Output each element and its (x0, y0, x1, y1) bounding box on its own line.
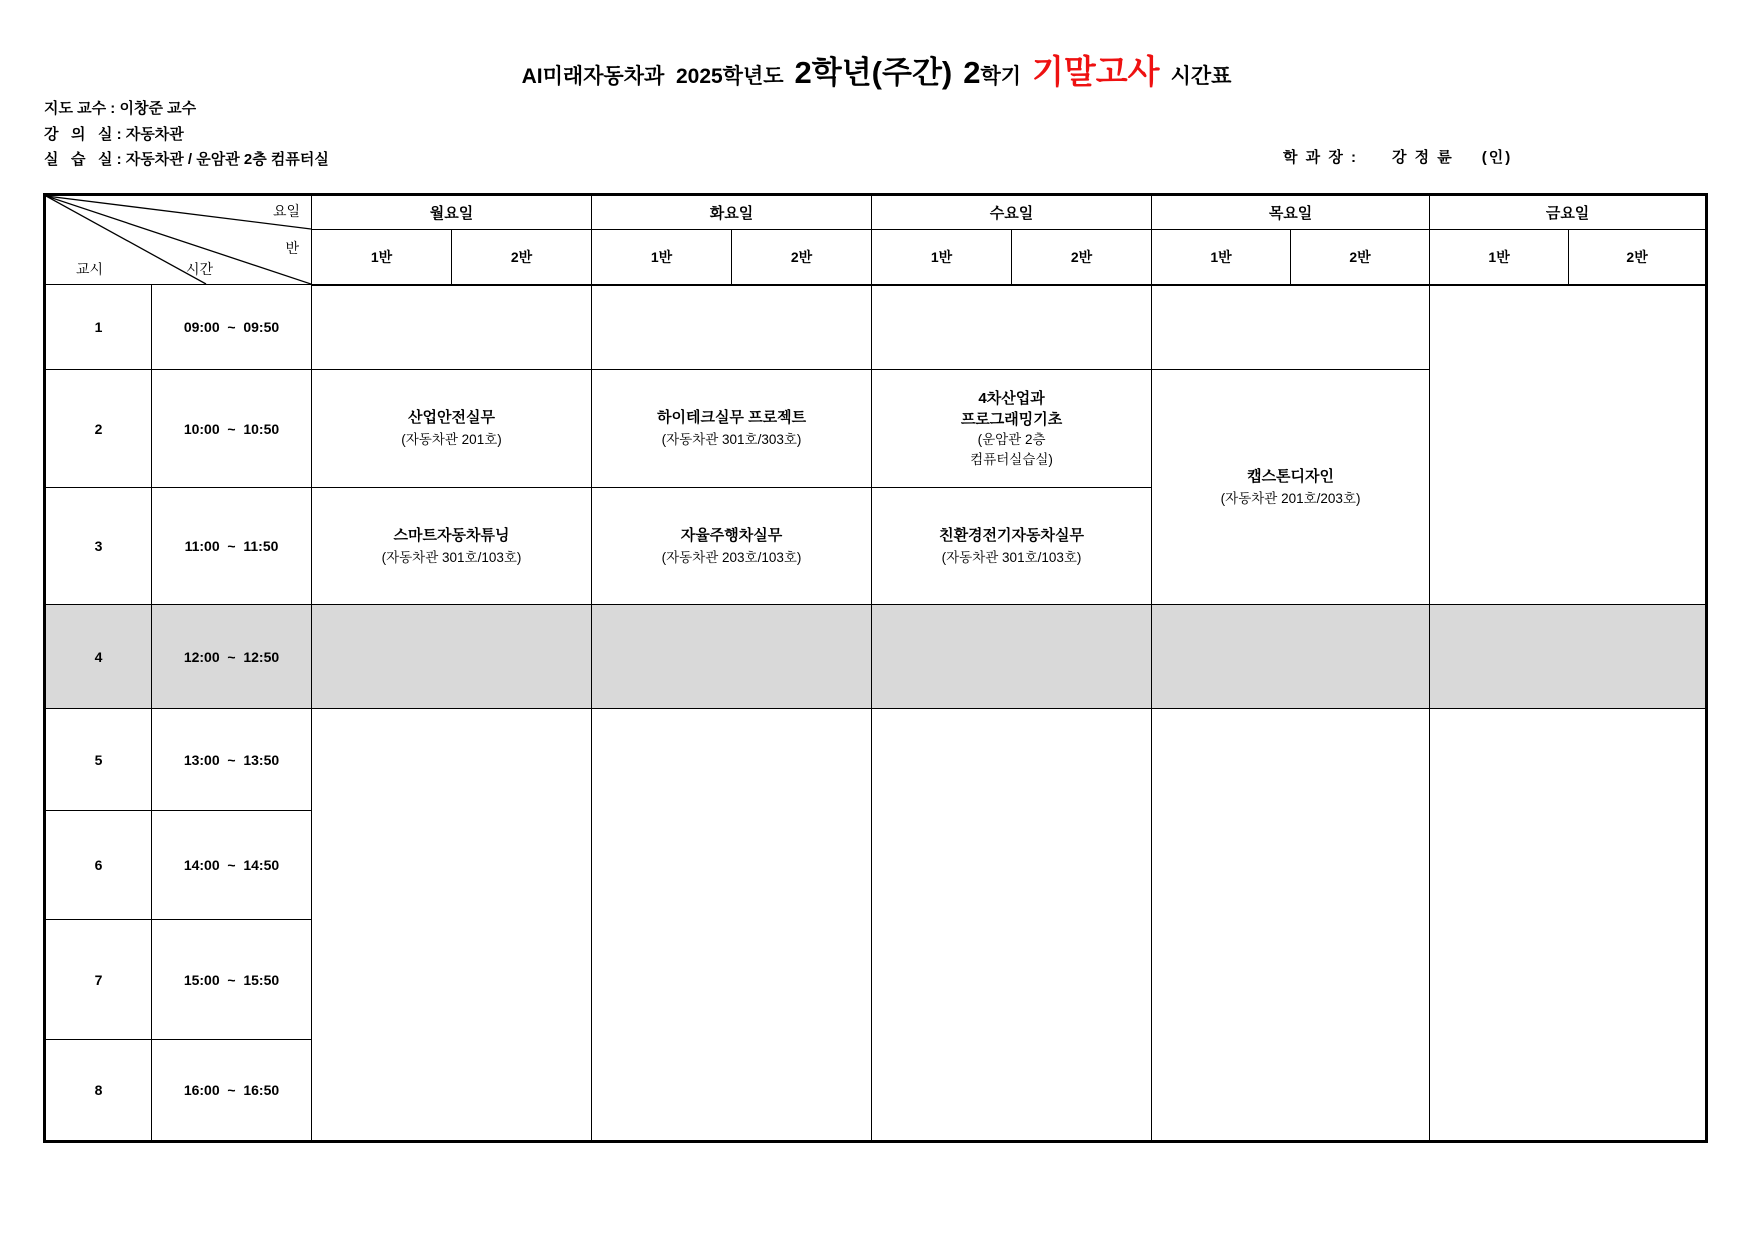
cell-mon-p4 (312, 605, 592, 709)
period-time-6: 14:00 ~ 14:50 (152, 811, 312, 920)
period-no-7: 7 (45, 920, 152, 1040)
course-room: (자동차관 203호/103호) (661, 549, 802, 565)
course-name: 스마트자동차튜닝 (393, 526, 510, 544)
course-name: 캡스톤디자인 (1247, 467, 1335, 485)
title-grade: 2학년(주간) (794, 55, 953, 90)
period-time-7: 15:00 ~ 15:50 (152, 920, 312, 1040)
period-no-1: 1 (45, 285, 152, 370)
course-room: (자동차관 201호/203호) (1220, 490, 1361, 506)
class-header-thu-1: 1반 (1152, 230, 1291, 285)
cell-wed-p3 (872, 488, 1152, 605)
class-header-wed-2: 2반 (1012, 230, 1152, 285)
course-room: (자동차관 301호/103호) (941, 549, 1082, 565)
period-no-5: 5 (45, 709, 152, 811)
course-name-line1: 4차산업과 (978, 389, 1045, 407)
corner-cell (45, 195, 312, 285)
title-exam-name: 기말고사 (1032, 53, 1160, 90)
corner-period-label: 교시 (76, 261, 104, 277)
cell-fri-p1-p3 (1430, 285, 1707, 605)
class-header-thu-2: 2반 (1291, 230, 1430, 285)
cell-thu-p2-p3 (1152, 370, 1430, 605)
class-header-wed-1: 1반 (872, 230, 1012, 285)
course-room-line2: 컴퓨터실습실) (970, 451, 1053, 467)
title-suffix: 시간표 (1170, 65, 1232, 88)
dept-head-name: 강 정 륜 (1391, 149, 1454, 166)
class-header-mon-1: 1반 (312, 230, 452, 285)
course-name: 자율주행차실무 (680, 526, 783, 544)
lecture-room-line: 강 의 실 : 자동차관 (44, 125, 184, 143)
cell-mon-p3 (312, 488, 592, 605)
class-header-tue-1: 1반 (592, 230, 732, 285)
cell-thu-p5-p8 (1152, 709, 1430, 1142)
class-header-mon-2: 2반 (452, 230, 592, 285)
course-room-line1: (운암관 2층 (977, 431, 1046, 447)
dept-head-label: 학 과 장 : (1283, 149, 1358, 166)
cell-mon-p2 (312, 370, 592, 488)
course-name-line2: 프로그래밍기초 (960, 410, 1063, 428)
cell-mon-p5-p8 (312, 709, 592, 1142)
cell-thu-p1 (1152, 285, 1430, 370)
period-row-5 (45, 709, 1707, 811)
dept-head-seal: (인) (1481, 149, 1513, 166)
period-no-4: 4 (45, 605, 152, 709)
class-header-tue-2: 2반 (732, 230, 872, 285)
corner-class-label: 반 (285, 240, 299, 256)
day-header-monday: 월요일 (312, 195, 592, 230)
cell-tue-p3 (592, 488, 872, 605)
period-time-5: 13:00 ~ 13:50 (152, 709, 312, 811)
corner-day-label: 요일 (272, 203, 300, 219)
period-no-8: 8 (45, 1040, 152, 1142)
period-time-3: 11:00 ~ 11:50 (152, 488, 312, 605)
class-header-fri-2: 2반 (1569, 230, 1707, 285)
period-no-3: 3 (45, 488, 152, 605)
cell-tue-p1 (592, 285, 872, 370)
day-header-wednesday: 수요일 (872, 195, 1152, 230)
title-dept-year: AI미래자동차과 2025학년도 (521, 65, 784, 88)
period-no-6: 6 (45, 811, 152, 920)
period-time-1: 09:00 ~ 09:50 (152, 285, 312, 370)
cell-fri-p4 (1430, 605, 1707, 709)
course-room: (자동차관 201호) (401, 432, 502, 447)
header-day-row (45, 195, 1707, 230)
period-time-2: 10:00 ~ 10:50 (152, 370, 312, 488)
cell-mon-p1 (312, 285, 592, 370)
course-name: 친환경전기자동차실무 (939, 526, 1084, 544)
course-name: 하이테크실무 프로젝트 (656, 409, 807, 426)
period-time-8: 16:00 ~ 16:50 (152, 1040, 312, 1142)
cell-tue-p2 (592, 370, 872, 488)
cell-tue-p4 (592, 605, 872, 709)
period-no-2: 2 (45, 370, 152, 488)
cell-thu-p4 (1152, 605, 1430, 709)
day-header-tuesday: 화요일 (592, 195, 872, 230)
course-name: 산업안전실무 (408, 409, 495, 426)
title-semester: 2학기 (963, 55, 1022, 90)
cell-wed-p1 (872, 285, 1152, 370)
advisor-line: 지도 교수 : 이창준 교수 (44, 100, 197, 117)
info-block (44, 96, 329, 173)
period-time-4: 12:00 ~ 12:50 (152, 605, 312, 709)
cell-tue-p5-p8 (592, 709, 872, 1142)
cell-wed-p5-p8 (872, 709, 1152, 1142)
practice-room-line: 실 습 실 : 자동차관 / 운암관 2층 컴퓨터실 (44, 151, 329, 168)
dept-head-signature (1283, 146, 1512, 167)
course-room: (자동차관 301호/303호) (661, 432, 802, 447)
cell-wed-p4 (872, 605, 1152, 709)
cell-wed-p2 (872, 370, 1152, 488)
exam-timetable (43, 193, 1708, 1143)
cell-fri-p5-p8 (1430, 709, 1707, 1142)
class-header-fri-1: 1반 (1430, 230, 1569, 285)
page-title (0, 46, 1753, 93)
day-header-thursday: 목요일 (1152, 195, 1430, 230)
corner-time-label: 시간 (186, 261, 214, 277)
day-header-friday: 금요일 (1430, 195, 1707, 230)
period-row-1 (45, 285, 1707, 370)
course-room: (자동차관 301호/103호) (381, 549, 522, 565)
period-row-4-lunch (45, 605, 1707, 709)
